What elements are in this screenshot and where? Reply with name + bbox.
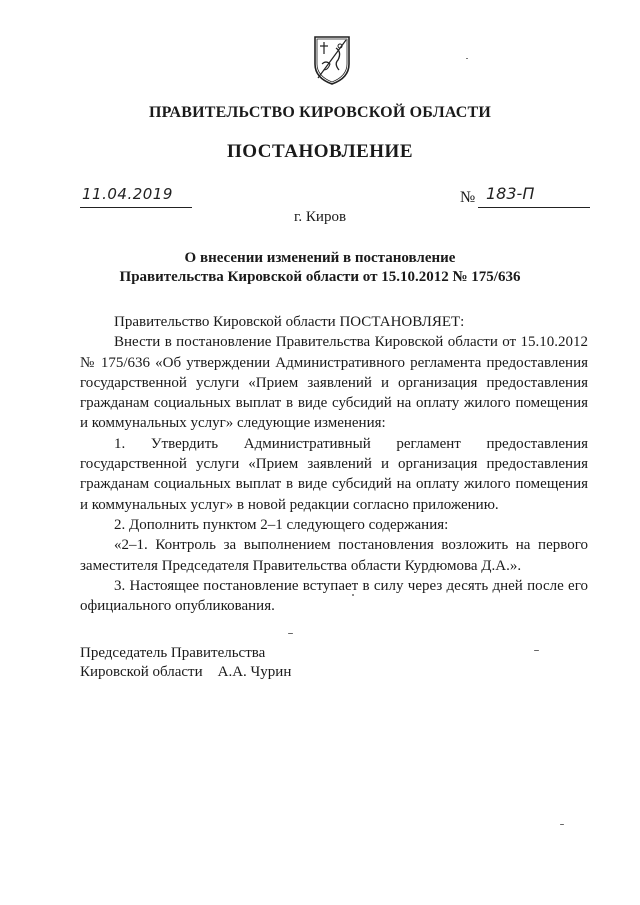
subject-line-2: Правительства Кировской области от 15.10.2012 № 175/636: [119, 269, 521, 285]
document-type: ПОСТАНОВЛЕНИЕ: [226, 141, 414, 162]
body-paragraph: 3. Настоящее постановление вступает в силу через десять дней после его официального опубликования.: [80, 577, 588, 615]
body-paragraph: Правительство Кировской области ПОСТАНОВЛЯЕТ:: [114, 314, 465, 330]
document-date: 11.04.2019: [82, 185, 173, 203]
city: г. Киров: [293, 209, 347, 225]
signature-line: [80, 663, 291, 682]
signatory-name: А.А. Чурин: [217, 664, 292, 680]
body-paragraph: «2–1. Контроль за выполнением постановления возложить на первого заместителя Председателя Правительства области Курдюмова Д.А.».: [80, 537, 588, 574]
subject-line-1: О внесении изменений в постановление: [184, 250, 456, 266]
scan-speck: [288, 633, 293, 634]
signature-position: Председатель Правительства: [80, 645, 266, 661]
body-paragraph: Внести в постановление Правительства Кировской области от 15.10.2012 № 175/636 «Об утверждении Административного регламента предоставления государственной услуги «Прием заявлений и организация предоставления гражданам социальных выплат в виде субсидий на оплату жилого помещения и коммунальных услуг» следующие изменения:: [80, 334, 588, 432]
scan-speck: [560, 824, 564, 825]
scan-speck: [534, 650, 539, 651]
kirov-coat-of-arms-icon: [312, 34, 352, 86]
document-subject: [0, 249, 640, 287]
signature-region: Кировской области: [80, 664, 203, 680]
number-label: №: [460, 189, 476, 206]
signature-block: [80, 644, 291, 682]
body-paragraph: 2. Дополнить пунктом 2–1 следующего содержания:: [114, 516, 449, 533]
government-title: ПРАВИТЕЛЬСТВО КИРОВСКОЙ ОБЛАСТИ: [148, 104, 492, 121]
document-body: [80, 312, 588, 616]
body-paragraph: 1. Утвердить Административный регламент предоставления государственной услуги «Прием заявлений и организация предоставления гражданам социальных выплат в виде субсидий на оплату жилого помещения и коммунальных услуг» в новой редакции согласно приложению.: [80, 435, 588, 513]
scan-speck: [466, 58, 468, 59]
document-number: 183-П: [486, 184, 535, 203]
scan-speck: [352, 594, 354, 596]
